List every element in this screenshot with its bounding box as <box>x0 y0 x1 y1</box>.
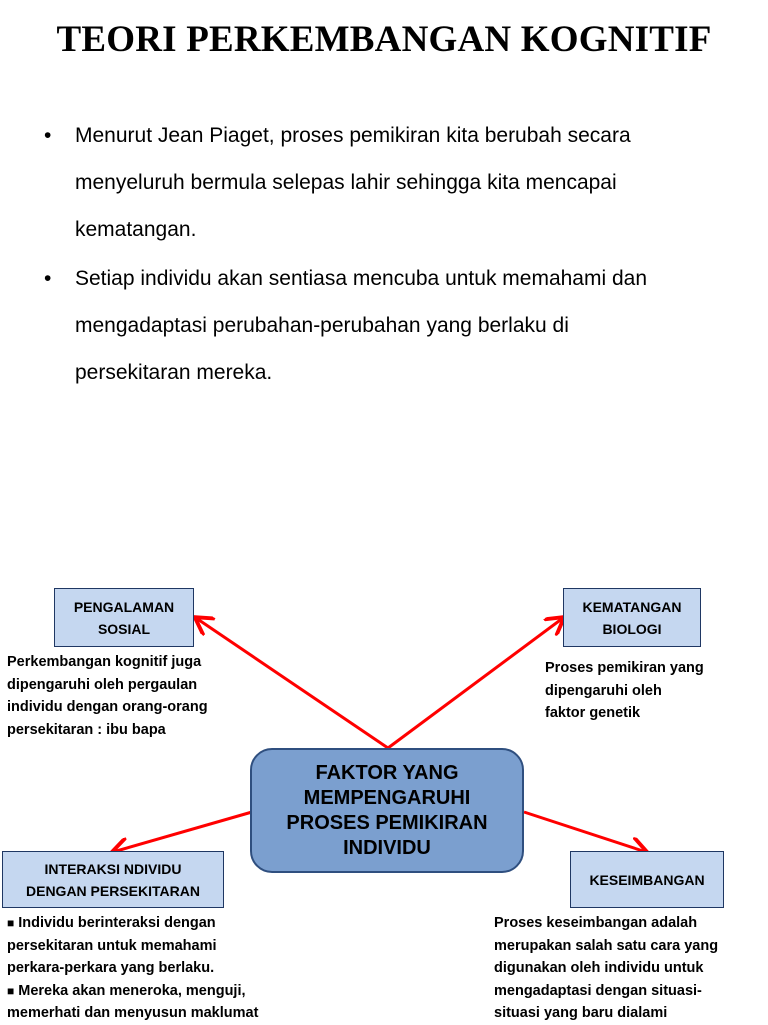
node-interaksi-individu <box>2 851 224 908</box>
bullet-dot: • <box>44 124 52 147</box>
page-title: TEORI PERKEMBANGAN KOGNITIF <box>56 19 712 60</box>
desc-line: merupakan salah satu cara yang <box>494 937 719 954</box>
desc-line: ■ Mereka akan meneroka, menguji, <box>7 982 246 999</box>
desc-line: individu dengan orang-orang <box>7 699 208 715</box>
desc-line: Proses pemikiran yang <box>545 660 704 676</box>
bullet-1-line-2: menyeluruh bermula selepas lahir sehingga kita mencapai <box>75 171 617 194</box>
desc-line: faktor genetik <box>545 705 641 721</box>
desc-line: persekitaran untuk memahami <box>7 937 217 954</box>
desc-line: Perkembangan kognitif juga <box>7 654 202 670</box>
desc-kematangan-biologi <box>545 657 704 725</box>
desc-line: situasi yang baru dialami <box>494 1005 668 1021</box>
desc-interaksi-individu <box>7 912 258 1025</box>
center-line: MEMPENGARUHI <box>303 786 471 809</box>
desc-keseimbangan <box>494 912 718 1025</box>
center-line: PROSES PEMIKIRAN <box>286 811 488 834</box>
desc-line: memerhati dan menyusun maklumat <box>7 1005 259 1021</box>
arrow-to-kematangan-biologi <box>388 618 563 748</box>
bullet-1-line-3: kematangan. <box>75 218 197 241</box>
node-label-line: KESEIMBANGAN <box>589 871 705 888</box>
desc-line: dipengaruhi oleh <box>545 682 662 699</box>
bullet-2-line-2: mengadaptasi perubahan-perubahan yang berlaku di <box>75 314 569 337</box>
center-line: INDIVIDU <box>343 836 431 859</box>
square-bullet-icon: ■ <box>7 916 15 930</box>
node-label-line: BIOLOGI <box>602 620 662 637</box>
center-line: FAKTOR YANG <box>315 761 459 784</box>
square-bullet-icon: ■ <box>7 983 15 998</box>
node-label-line: PENGALAMAN <box>73 598 175 615</box>
bullet-dot: • <box>44 267 52 290</box>
arrow-to-keseimbangan <box>524 812 646 852</box>
desc-pengalaman-sosial <box>7 651 208 741</box>
desc-line: Proses keseimbangan adalah <box>494 915 698 931</box>
node-keseimbangan <box>570 851 724 908</box>
arrow-to-interaksi-individu <box>113 812 252 852</box>
bullet-2-line-3: persekitaran mereka. <box>75 361 273 384</box>
arrow-to-pengalaman-sosial <box>196 618 388 748</box>
desc-line: digunakan oleh individu untuk <box>494 960 704 976</box>
node-label-line: INTERAKSI NDIVIDU <box>44 860 182 877</box>
bullet-1-line-1: Menurut Jean Piaget, proses pemikiran kita berubah secara <box>75 124 631 147</box>
desc-line: mengadaptasi dengan situasi- <box>494 982 702 999</box>
node-center-faktor <box>250 748 524 873</box>
node-label-line: DENGAN PERSEKITARAN <box>26 882 200 899</box>
desc-line: perkara-perkara yang berlaku. <box>7 960 215 976</box>
bullet-2-line-1: Setiap individu akan sentiasa mencuba untuk memahami dan <box>75 267 648 290</box>
node-label-line: SOSIAL <box>97 620 151 637</box>
node-label-line: KEMATANGAN <box>582 598 682 615</box>
desc-line: dipengaruhi oleh pergaulan <box>7 676 198 693</box>
desc-line: ■ Individu berinteraksi dengan <box>7 915 216 931</box>
node-pengalaman-sosial <box>54 588 194 647</box>
node-kematangan-biologi <box>563 588 701 647</box>
desc-line: persekitaran : ibu bapa <box>7 721 166 738</box>
